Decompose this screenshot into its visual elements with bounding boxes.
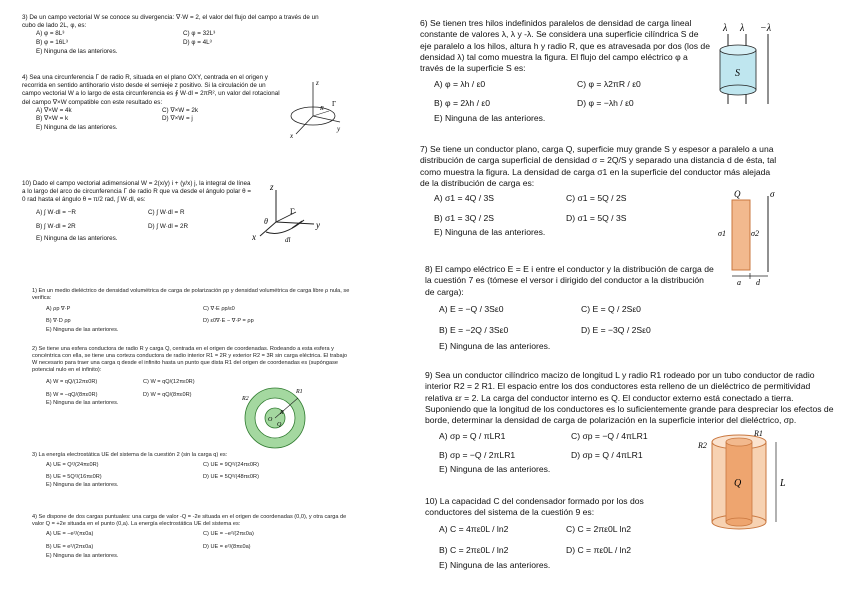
option-b[interactable]: B) σ1 = 3Q / 2S — [434, 212, 494, 223]
option-c[interactable]: C) E = Q / 2Sε0 — [581, 304, 641, 315]
option-b[interactable]: B) φ = 16L³ — [36, 38, 68, 46]
option-a[interactable]: A) C = 4πε0L / ln2 — [439, 523, 509, 534]
option-b[interactable]: B) ∇×W = k — [36, 114, 69, 122]
plane-conductor-figure — [718, 186, 792, 286]
wires-cylinder-figure — [716, 20, 782, 106]
left-section-question-3 — [32, 452, 352, 490]
option-c[interactable]: C) ∇·E ρp/ε0 — [203, 306, 235, 313]
charge-label: Q — [277, 422, 282, 428]
option-d[interactable]: D) UE = e²/(8πε0a) — [203, 544, 251, 551]
axis-x-label: x — [252, 232, 256, 242]
option-d[interactable]: D) UE = 5Q²/(48πε0R) — [203, 474, 259, 481]
answer-options — [425, 524, 685, 557]
option-e[interactable]: E) Ninguna de las anteriores. — [46, 326, 119, 333]
question-text: 2) Se tiene una esfera conductora de radio R y carga Q, centrada en el origen de coordenadas. Rodeando a esta esfera y concéntrica con ella, se tiene una corteza conductora de radio interior R1 = 2R y exterior R2 = 3R sin carga eléctrica. El trabajo W necesario para traer una carga q desde el infinito hasta un punto que dista R1 del origen de coordenadas es (supóngase potencial nulo en el infinito): — [32, 346, 347, 374]
origin-label: O — [268, 417, 273, 423]
right-column — [420, 0, 848, 599]
r2-label: R2 — [242, 396, 249, 402]
length-l-label: L — [780, 478, 786, 489]
left-section-question-4 — [32, 514, 352, 560]
option-e[interactable]: E) Ninguna de las anteriores. — [439, 340, 551, 351]
circle-path-figure — [282, 76, 344, 142]
option-c[interactable]: C) W = qQ/(12πε0R) — [143, 378, 195, 385]
option-a[interactable]: A) E = −Q / 3Sε0 — [439, 304, 504, 315]
axis-y-label: y — [337, 125, 341, 133]
option-c[interactable]: C) σp = −Q / 4πLR1 — [571, 430, 648, 441]
question-text: 3) La energía electrostática UE del sistema de la cuestión 2 (sin la carga q) es: — [32, 452, 228, 458]
option-d[interactable]: D) σp = Q / 4πLR1 — [571, 450, 643, 461]
question-text: 9) Sea un conductor cilíndrico macizo de longitud L y radio R1 rodeado por un tubo conductor de radio interior R2 = 2 R1. El espacio entre los dos conductores esta relleno de un dieléctrico de permitividad relativa εr = 2. La carga del conductor interno es Q. El conductor externo está conectado a tierra. Suponiendo que la longitud de los conductores es lo suficientemente grande para despreciar los efectos de borde, determinar la densidad de carga de polarización en la superficie interior del dieléctrico, σp. — [425, 370, 834, 426]
option-e[interactable]: E) Ninguna de las anteriores. — [439, 464, 551, 475]
question-text: 1) En un medio dieléctrico de densidad volumétrica de carga de polarización ρp y densidad volumétrica de carga libre ρ nula, se verifica: — [32, 288, 350, 302]
question-text: 3) De un campo vectorial W se conoce su divergencia: ∇·W = 2, el valor del flujo del campo a través de un cubo de lado 2L, φ, es: — [22, 14, 319, 30]
right-question-10 — [425, 496, 685, 572]
option-b[interactable]: B) W = −qQ/(8πε0R) — [46, 391, 98, 398]
option-e[interactable]: E) Ninguna de las anteriores. — [434, 113, 546, 124]
option-b[interactable]: B) UE = e²/(2πε0a) — [46, 544, 94, 551]
option-a[interactable]: A) UE = −e²/(πε0a) — [46, 531, 94, 538]
option-d[interactable]: D) ε0∇·E − ∇·P = ρp — [203, 318, 254, 325]
sigma-label: σ — [770, 189, 775, 199]
option-d[interactable]: D) ∫ W·dl = 2R — [148, 222, 189, 230]
option-b[interactable]: B) σp = −Q / 2πLR1 — [439, 450, 516, 461]
left-question-10 — [22, 180, 252, 243]
question-text: 10) La capacidad C del condensador formado por los dos conductores del sistema de la cuestión 9 es: — [425, 496, 644, 518]
right-question-8 — [425, 264, 715, 352]
surface-s-label: S — [735, 68, 740, 79]
option-b[interactable]: B) ∫ W·dl = 2R — [36, 222, 76, 230]
option-a[interactable]: A) φ = λh / ε0 — [434, 78, 486, 89]
option-b[interactable]: B) C = 2πε0L / ln2 — [439, 545, 509, 556]
r1-label: R1 — [296, 389, 303, 395]
question-text: 4) Se dispone de dos cargas puntuales: una carga de valor -Q = -2e situada en el origen de coordenadas (0,0), y otra carga de valor Q = +2e situada en el punto (0,a). La energía electrostática UE del sistema es: — [32, 514, 347, 528]
axis-y-label: y — [316, 220, 320, 230]
option-b[interactable]: B) E = −2Q / 3Sε0 — [439, 325, 509, 336]
option-a[interactable]: A) φ = 8L³ — [36, 30, 65, 38]
left-question-3 — [22, 14, 322, 56]
distance-d-label: d — [756, 278, 760, 286]
answer-options — [22, 30, 322, 46]
option-e[interactable]: E) Ninguna de las anteriores. — [434, 227, 546, 238]
axis-z-label: z — [316, 79, 319, 87]
arc-integral-figure — [252, 182, 326, 250]
option-a[interactable]: A) σ1 = 4Q / 3S — [434, 193, 494, 204]
option-c[interactable]: C) σ1 = 5Q / 2S — [566, 193, 627, 204]
answer-options — [32, 531, 352, 551]
left-question-4 — [22, 74, 280, 132]
axis-z-label: z — [270, 182, 274, 192]
axis-x-label: x — [290, 132, 294, 140]
option-e[interactable]: E) Ninguna de las anteriores. — [439, 560, 551, 571]
charge-q-label: Q — [734, 189, 741, 199]
answer-options — [420, 193, 690, 224]
r1-label: R1 — [754, 429, 763, 438]
option-a[interactable]: A) ∇×W = 4k — [36, 106, 72, 114]
option-d[interactable]: D) W = qQ/(8πε0R) — [143, 391, 192, 398]
option-e[interactable]: E) Ninguna de las anteriores. — [36, 234, 118, 242]
option-e[interactable]: E) Ninguna de las anteriores. — [46, 552, 119, 559]
option-d[interactable]: D) σ1 = 5Q / 3S — [566, 212, 627, 223]
r2-label: R2 — [698, 441, 707, 450]
option-a[interactable]: A) W = qQ/(12πε0R) — [46, 378, 98, 385]
answer-options — [22, 107, 280, 123]
option-d[interactable]: D) φ = 4L³ — [183, 38, 212, 46]
lambda-2-label: λ — [740, 23, 745, 34]
option-c[interactable]: C) φ = 32L³ — [183, 30, 216, 38]
option-d[interactable]: D) φ = −λh / ε0 — [577, 98, 634, 109]
option-d[interactable]: D) ∇×W = j — [162, 114, 193, 122]
option-b[interactable]: B) UE = 5Q²/(16πε0R) — [46, 474, 102, 481]
question-text: 8) El campo eléctrico E = E i entre el conductor y la distribución de carga de la cuestión 7 es (tómese el versor i dirigido del conductor a la distribución de carga): — [425, 264, 714, 297]
radius-label: R — [320, 106, 324, 112]
option-c[interactable]: C) UE = 9Q²/(24πε0R) — [203, 462, 259, 469]
option-c[interactable]: C) ∇×W = 2k — [162, 106, 199, 114]
concentric-spheres-figure — [240, 384, 310, 450]
question-text: 4) Sea una circunferencia Γ de radio R, situada en el plano OXY, centrada en el origen y recorrida en sentido antihorario visto desde el semieje z positivo. Si la circulación de un campo vectorial W a lo largo de esta circunferencia es ∮ W·dl = 2πR², un valor del rotacional del campo ∇×W compatible con este resultado es: — [22, 74, 280, 106]
option-e[interactable]: E) Ninguna de las anteriores. — [46, 482, 119, 489]
left-column — [0, 0, 412, 599]
option-c[interactable]: C) C = 2πε0L ln2 — [566, 523, 632, 534]
option-c[interactable]: C) φ = λ2πR / ε0 — [577, 78, 641, 89]
option-e[interactable]: E) Ninguna de las anteriores. — [36, 47, 118, 55]
option-d[interactable]: D) E = −3Q / 2Sε0 — [581, 325, 651, 336]
r-label: R — [280, 410, 284, 416]
option-e[interactable]: E) Ninguna de las anteriores. — [36, 124, 118, 132]
question-text: 6) Se tienen tres hilos indefinidos paralelos de densidad de carga lineal constante de valores λ, λ y -λ. Se considera una superficie cilíndrica S de eje paralelo a los hilos, altura h y radio R, que es atravesada por dos (los de densidad λ) tal como muestra la figura. El flujo del campo eléctrico φ a través de la superficie S es: — [420, 18, 710, 74]
answer-options — [420, 79, 712, 110]
option-e[interactable]: E) Ninguna de las anteriores. — [46, 399, 119, 406]
thickness-a-label: a — [737, 278, 741, 286]
option-a[interactable]: A) ∫ W·dl = −R — [36, 208, 76, 216]
answer-options — [32, 462, 352, 481]
sigma-1-label: σ1 — [718, 229, 726, 238]
option-d[interactable]: D) C = πε0L / ln2 — [566, 545, 632, 556]
option-b[interactable]: B) φ = 2λh / ε0 — [434, 98, 490, 109]
theta-label: θ — [264, 217, 268, 226]
charge-q-label: Q — [734, 478, 742, 489]
option-a[interactable]: A) ρp ∇·P — [46, 306, 71, 313]
option-b[interactable]: B) ∇·D ρp — [46, 318, 71, 325]
question-text: 10) Dado el campo vectorial adimensional W = 2(x/y) i + (y/x) j, la integral de línea a lo largo del arco de circunferencia Γ de radio R que va desde el ángulo polar θ = 0 rad hasta el ángulo θ = π/2 rad, ∫ W·dl, es: — [22, 180, 252, 204]
answer-options — [22, 209, 252, 231]
option-c[interactable]: C) UE = −e²/(2πε0a) — [203, 531, 254, 538]
option-c[interactable]: C) ∫ W·dl = R — [148, 208, 185, 216]
right-question-6 — [420, 18, 712, 125]
left-section-question-1 — [32, 288, 352, 334]
answer-options — [32, 379, 232, 399]
gamma-label: Γ — [290, 207, 295, 216]
minus-lambda-label: −λ — [760, 23, 772, 34]
gamma-label: Γ — [332, 100, 337, 108]
option-a[interactable]: A) UE = Q²/(24πε0R) — [46, 462, 99, 469]
option-a[interactable]: A) σp = Q / πLR1 — [439, 430, 506, 441]
coaxial-cylinder-figure — [696, 428, 790, 532]
answer-options — [425, 304, 715, 337]
question-text: 7) Se tiene un conductor plano, carga Q, superficie muy grande S y espesor a paralelo a una distribución de carga superficial de densidad σ = 2Q/S y separado una distancia d de ésta, tal como muestra la figura. La densidad de carga σ1 en la superficie del conductor más alejada de la distribución de carga es: — [420, 144, 777, 189]
answer-options — [425, 431, 695, 462]
answer-options — [32, 306, 352, 325]
dl-label: dl — [285, 236, 291, 244]
lambda-1-label: λ — [723, 23, 728, 34]
sigma-2-label: σ2 — [751, 229, 759, 238]
